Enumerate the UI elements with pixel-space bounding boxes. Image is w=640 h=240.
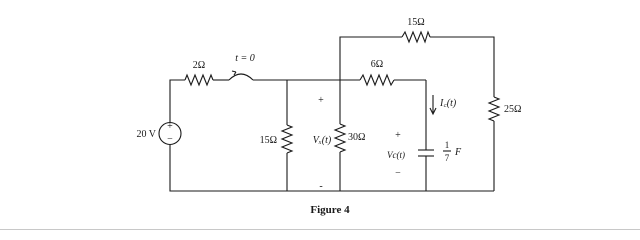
- vc-plus-sign: +: [395, 130, 401, 141]
- vx-plus-sign: +: [318, 95, 324, 106]
- current-ic-label: I꜀(t): [440, 98, 457, 109]
- switch-arrow-icon: [232, 71, 236, 75]
- resistor-30ohm-zigzag: [335, 124, 345, 152]
- resistor-15ohm-top-label: 15Ω: [407, 17, 425, 28]
- current-ic: [430, 95, 457, 114]
- wire-bottom: [170, 145, 494, 191]
- switch-label: t = 0: [235, 53, 255, 64]
- resistor-2ohm-zigzag: [185, 75, 213, 85]
- resistor-6ohm: [360, 59, 394, 85]
- vx-label: Vₓ(t): [312, 135, 332, 146]
- capacitor: [387, 130, 462, 179]
- wires: [170, 37, 494, 191]
- source-minus-sign: −: [167, 134, 173, 145]
- switch: [229, 53, 255, 80]
- wire-left-upper: [170, 80, 185, 122]
- resistor-30ohm-label: 30Ω: [348, 132, 366, 143]
- figure-caption: Figure 4: [310, 204, 350, 216]
- resistor-30ohm: [335, 124, 365, 152]
- resistor-6ohm-label: 6Ω: [370, 59, 384, 70]
- capacitance-unit: F: [455, 147, 462, 158]
- resistor-6ohm-zigzag: [360, 75, 394, 85]
- source-plus-sign: +: [167, 121, 173, 132]
- switch-blade: [229, 74, 253, 80]
- vc-label: Vc(t): [387, 150, 405, 160]
- vx-minus-sign: -: [319, 181, 323, 192]
- resistor-15ohm-shunt-label: 15Ω: [259, 135, 277, 146]
- resistor-2ohm: [185, 60, 213, 85]
- source-voltage-label: 20 V: [136, 129, 156, 140]
- resistor-25ohm-label: 25Ω: [504, 104, 522, 115]
- resistor-15ohm-shunt: [260, 125, 292, 153]
- capacitance-denominator: 7: [444, 153, 450, 163]
- capacitance-numerator: 1: [444, 140, 450, 150]
- wire-top-right: [430, 37, 494, 97]
- resistor-2ohm-label: 2Ω: [192, 60, 206, 71]
- voltage-source: [136, 121, 181, 145]
- resistor-25ohm: [489, 97, 521, 121]
- current-arrow-icon: [430, 95, 436, 114]
- resistor-25ohm-zigzag: [489, 97, 499, 121]
- resistor-15ohm-shunt-zigzag: [282, 125, 292, 153]
- bottom-divider: [0, 229, 640, 230]
- resistor-15ohm-top: [402, 17, 430, 42]
- vc-minus-sign: −: [395, 168, 401, 179]
- vx-annotation: [313, 95, 332, 192]
- resistor-15ohm-top-zigzag: [402, 32, 430, 42]
